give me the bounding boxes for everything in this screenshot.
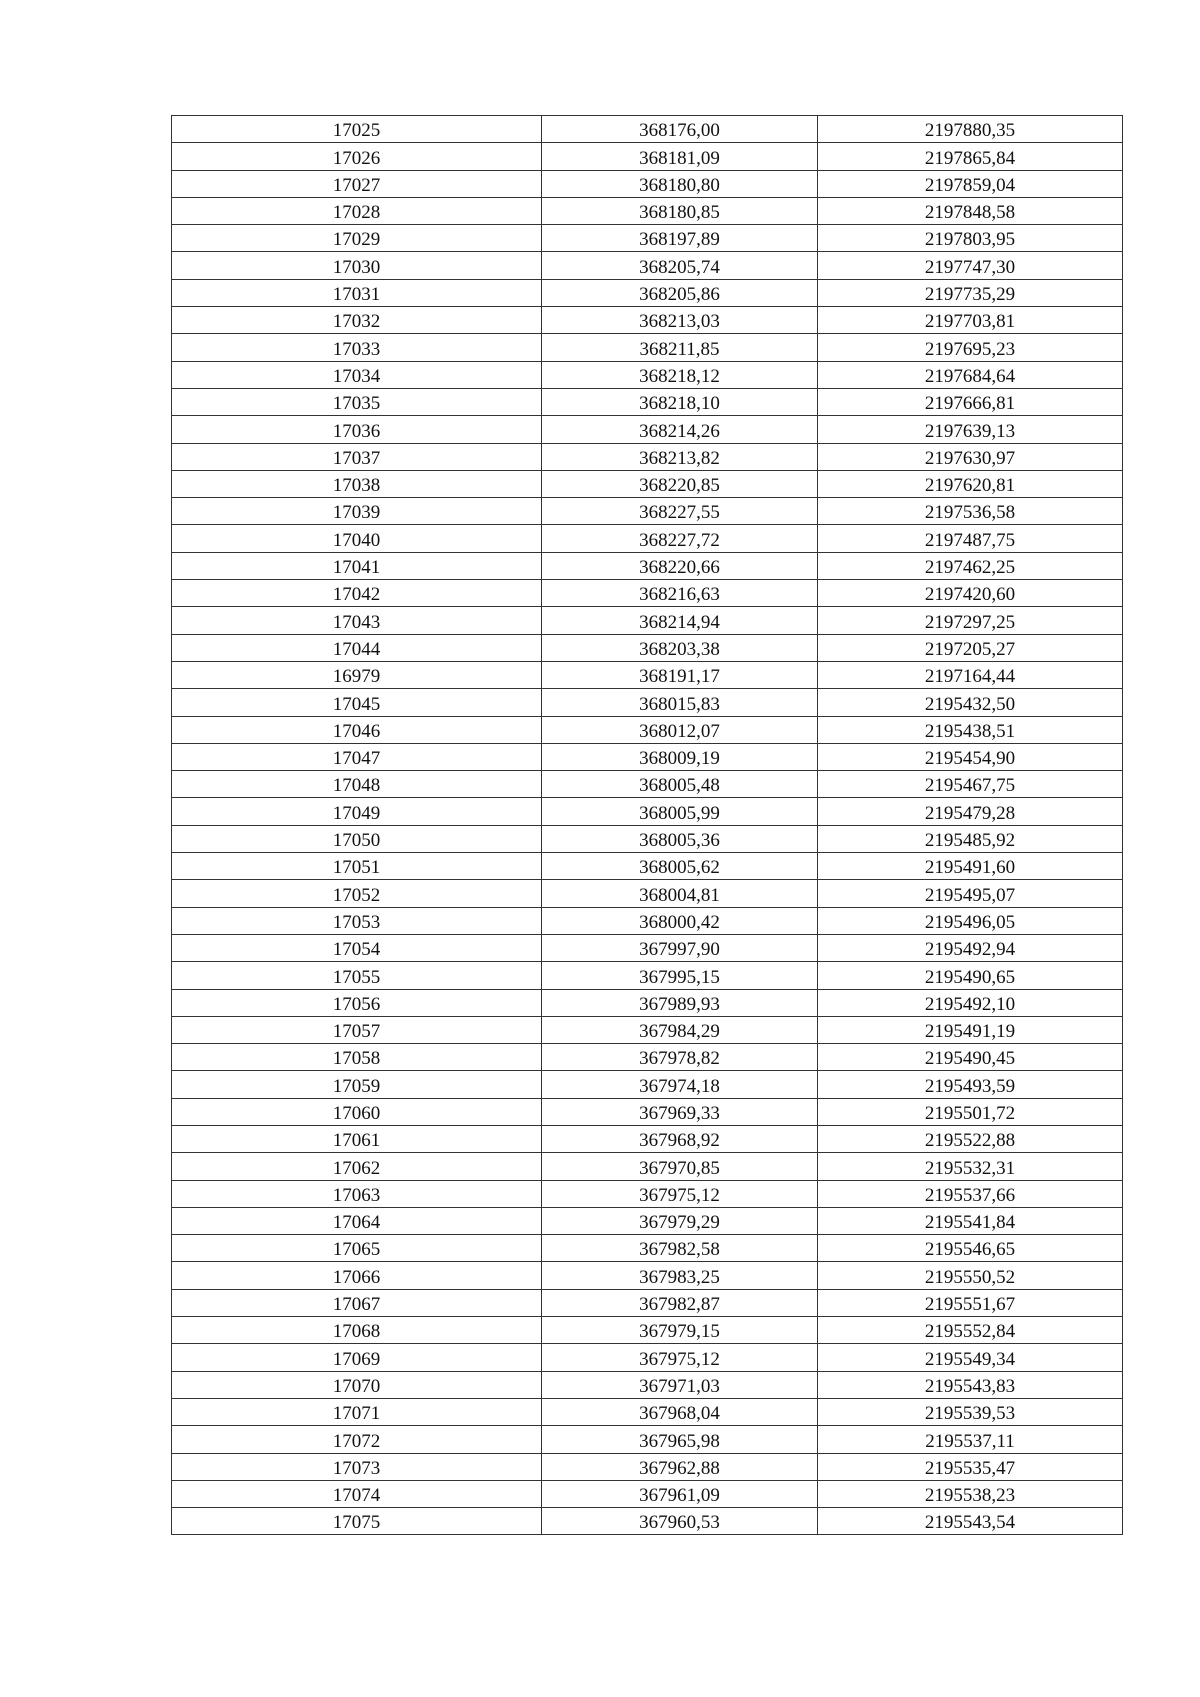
point-number-cell: 17049 bbox=[172, 798, 542, 825]
table-row bbox=[172, 689, 1123, 716]
y-coordinate-cell: 2197666,81 bbox=[818, 388, 1123, 415]
table-row bbox=[172, 1180, 1123, 1207]
table-row bbox=[172, 416, 1123, 443]
x-coordinate-cell: 368005,62 bbox=[542, 853, 818, 880]
x-coordinate-cell: 367989,93 bbox=[542, 989, 818, 1016]
point-number-cell: 17067 bbox=[172, 1289, 542, 1316]
x-coordinate-cell: 367979,29 bbox=[542, 1207, 818, 1234]
y-coordinate-cell: 2197703,81 bbox=[818, 307, 1123, 334]
table-row bbox=[172, 1371, 1123, 1398]
x-coordinate-cell: 368015,83 bbox=[542, 689, 818, 716]
y-coordinate-cell: 2195496,05 bbox=[818, 907, 1123, 934]
table-row bbox=[172, 498, 1123, 525]
point-number-cell: 17054 bbox=[172, 934, 542, 961]
x-coordinate-cell: 367982,58 bbox=[542, 1235, 818, 1262]
point-number-cell: 17075 bbox=[172, 1508, 542, 1535]
point-number-cell: 17056 bbox=[172, 989, 542, 1016]
x-coordinate-cell: 367968,92 bbox=[542, 1125, 818, 1152]
table-row bbox=[172, 1317, 1123, 1344]
x-coordinate-cell: 368211,85 bbox=[542, 334, 818, 361]
table-row bbox=[172, 1098, 1123, 1125]
y-coordinate-cell: 2197880,35 bbox=[818, 116, 1123, 143]
point-number-cell: 17074 bbox=[172, 1480, 542, 1507]
x-coordinate-cell: 367983,25 bbox=[542, 1262, 818, 1289]
point-number-cell: 17041 bbox=[172, 552, 542, 579]
point-number-cell: 17037 bbox=[172, 443, 542, 470]
table-row bbox=[172, 388, 1123, 415]
y-coordinate-cell: 2195501,72 bbox=[818, 1098, 1123, 1125]
point-number-cell: 17060 bbox=[172, 1098, 542, 1125]
table-row bbox=[172, 989, 1123, 1016]
table-row bbox=[172, 1235, 1123, 1262]
table-row bbox=[172, 170, 1123, 197]
point-number-cell: 17066 bbox=[172, 1262, 542, 1289]
x-coordinate-cell: 367982,87 bbox=[542, 1289, 818, 1316]
table-row bbox=[172, 443, 1123, 470]
point-number-cell: 17040 bbox=[172, 525, 542, 552]
x-coordinate-cell: 368213,82 bbox=[542, 443, 818, 470]
table-row bbox=[172, 197, 1123, 224]
point-number-cell: 17047 bbox=[172, 743, 542, 770]
point-number-cell: 17038 bbox=[172, 470, 542, 497]
table-row bbox=[172, 279, 1123, 306]
y-coordinate-cell: 2197164,44 bbox=[818, 661, 1123, 688]
point-number-cell: 17063 bbox=[172, 1180, 542, 1207]
y-coordinate-cell: 2195537,11 bbox=[818, 1426, 1123, 1453]
table-row bbox=[172, 307, 1123, 334]
x-coordinate-cell: 368214,94 bbox=[542, 607, 818, 634]
x-coordinate-cell: 368213,03 bbox=[542, 307, 818, 334]
x-coordinate-cell: 368203,38 bbox=[542, 634, 818, 661]
y-coordinate-cell: 2195539,53 bbox=[818, 1398, 1123, 1425]
x-coordinate-cell: 368005,48 bbox=[542, 771, 818, 798]
y-coordinate-cell: 2195537,66 bbox=[818, 1180, 1123, 1207]
point-number-cell: 17071 bbox=[172, 1398, 542, 1425]
x-coordinate-cell: 367968,04 bbox=[542, 1398, 818, 1425]
x-coordinate-cell: 367975,12 bbox=[542, 1180, 818, 1207]
y-coordinate-cell: 2195432,50 bbox=[818, 689, 1123, 716]
table-row bbox=[172, 580, 1123, 607]
point-number-cell: 17051 bbox=[172, 853, 542, 880]
x-coordinate-cell: 368191,17 bbox=[542, 661, 818, 688]
point-number-cell: 17055 bbox=[172, 962, 542, 989]
table-row bbox=[172, 661, 1123, 688]
table-row bbox=[172, 825, 1123, 852]
table-row bbox=[172, 1153, 1123, 1180]
y-coordinate-cell: 2197695,23 bbox=[818, 334, 1123, 361]
point-number-cell: 17027 bbox=[172, 170, 542, 197]
point-number-cell: 17073 bbox=[172, 1453, 542, 1480]
y-coordinate-cell: 2195550,52 bbox=[818, 1262, 1123, 1289]
y-coordinate-cell: 2195438,51 bbox=[818, 716, 1123, 743]
point-number-cell: 17058 bbox=[172, 1044, 542, 1071]
table-row bbox=[172, 143, 1123, 170]
y-coordinate-cell: 2197205,27 bbox=[818, 634, 1123, 661]
x-coordinate-cell: 368180,85 bbox=[542, 197, 818, 224]
point-number-cell: 17059 bbox=[172, 1071, 542, 1098]
y-coordinate-cell: 2195552,84 bbox=[818, 1317, 1123, 1344]
y-coordinate-cell: 2197803,95 bbox=[818, 225, 1123, 252]
x-coordinate-cell: 368176,00 bbox=[542, 116, 818, 143]
x-coordinate-cell: 368197,89 bbox=[542, 225, 818, 252]
point-number-cell: 17062 bbox=[172, 1153, 542, 1180]
y-coordinate-cell: 2195479,28 bbox=[818, 798, 1123, 825]
table-row bbox=[172, 470, 1123, 497]
x-coordinate-cell: 367965,98 bbox=[542, 1426, 818, 1453]
y-coordinate-cell: 2197462,25 bbox=[818, 552, 1123, 579]
x-coordinate-cell: 368180,80 bbox=[542, 170, 818, 197]
y-coordinate-cell: 2195535,47 bbox=[818, 1453, 1123, 1480]
y-coordinate-cell: 2195492,94 bbox=[818, 934, 1123, 961]
x-coordinate-cell: 367995,15 bbox=[542, 962, 818, 989]
point-number-cell: 17026 bbox=[172, 143, 542, 170]
y-coordinate-cell: 2197297,25 bbox=[818, 607, 1123, 634]
y-coordinate-cell: 2195490,65 bbox=[818, 962, 1123, 989]
y-coordinate-cell: 2195543,54 bbox=[818, 1508, 1123, 1535]
point-number-cell: 17046 bbox=[172, 716, 542, 743]
y-coordinate-cell: 2197859,04 bbox=[818, 170, 1123, 197]
y-coordinate-cell: 2197848,58 bbox=[818, 197, 1123, 224]
y-coordinate-cell: 2197684,64 bbox=[818, 361, 1123, 388]
table-row bbox=[172, 1125, 1123, 1152]
point-number-cell: 17053 bbox=[172, 907, 542, 934]
x-coordinate-cell: 368181,09 bbox=[542, 143, 818, 170]
point-number-cell: 17072 bbox=[172, 1426, 542, 1453]
x-coordinate-cell: 368227,55 bbox=[542, 498, 818, 525]
x-coordinate-cell: 368227,72 bbox=[542, 525, 818, 552]
point-number-cell: 17069 bbox=[172, 1344, 542, 1371]
y-coordinate-cell: 2197865,84 bbox=[818, 143, 1123, 170]
table-row bbox=[172, 1016, 1123, 1043]
x-coordinate-cell: 368009,19 bbox=[542, 743, 818, 770]
point-number-cell: 17031 bbox=[172, 279, 542, 306]
y-coordinate-cell: 2197630,97 bbox=[818, 443, 1123, 470]
table-row bbox=[172, 607, 1123, 634]
table-row bbox=[172, 1426, 1123, 1453]
y-coordinate-cell: 2197620,81 bbox=[818, 470, 1123, 497]
point-number-cell: 17050 bbox=[172, 825, 542, 852]
point-number-cell: 17036 bbox=[172, 416, 542, 443]
point-number-cell: 17032 bbox=[172, 307, 542, 334]
y-coordinate-cell: 2195549,34 bbox=[818, 1344, 1123, 1371]
y-coordinate-cell: 2197735,29 bbox=[818, 279, 1123, 306]
x-coordinate-cell: 368012,07 bbox=[542, 716, 818, 743]
table-row bbox=[172, 552, 1123, 579]
table-row bbox=[172, 1071, 1123, 1098]
table-row bbox=[172, 334, 1123, 361]
x-coordinate-cell: 367962,88 bbox=[542, 1453, 818, 1480]
x-coordinate-cell: 368218,10 bbox=[542, 388, 818, 415]
table-row bbox=[172, 771, 1123, 798]
point-number-cell: 17065 bbox=[172, 1235, 542, 1262]
table-row bbox=[172, 361, 1123, 388]
x-coordinate-cell: 367969,33 bbox=[542, 1098, 818, 1125]
point-number-cell: 17030 bbox=[172, 252, 542, 279]
y-coordinate-cell: 2197487,75 bbox=[818, 525, 1123, 552]
x-coordinate-cell: 367961,09 bbox=[542, 1480, 818, 1507]
table-row bbox=[172, 116, 1123, 143]
point-number-cell: 17057 bbox=[172, 1016, 542, 1043]
table-row bbox=[172, 743, 1123, 770]
point-number-cell: 17070 bbox=[172, 1371, 542, 1398]
y-coordinate-cell: 2195491,60 bbox=[818, 853, 1123, 880]
x-coordinate-cell: 367960,53 bbox=[542, 1508, 818, 1535]
point-number-cell: 17033 bbox=[172, 334, 542, 361]
table-row bbox=[172, 962, 1123, 989]
point-number-cell: 17042 bbox=[172, 580, 542, 607]
point-number-cell: 16979 bbox=[172, 661, 542, 688]
y-coordinate-cell: 2197536,58 bbox=[818, 498, 1123, 525]
y-coordinate-cell: 2195495,07 bbox=[818, 880, 1123, 907]
y-coordinate-cell: 2197420,60 bbox=[818, 580, 1123, 607]
x-coordinate-cell: 367997,90 bbox=[542, 934, 818, 961]
y-coordinate-cell: 2195546,65 bbox=[818, 1235, 1123, 1262]
table-row bbox=[172, 1207, 1123, 1234]
point-number-cell: 17068 bbox=[172, 1317, 542, 1344]
point-number-cell: 17064 bbox=[172, 1207, 542, 1234]
x-coordinate-cell: 367984,29 bbox=[542, 1016, 818, 1043]
point-number-cell: 17043 bbox=[172, 607, 542, 634]
point-number-cell: 17034 bbox=[172, 361, 542, 388]
point-number-cell: 17061 bbox=[172, 1125, 542, 1152]
table-row bbox=[172, 1344, 1123, 1371]
x-coordinate-cell: 367970,85 bbox=[542, 1153, 818, 1180]
point-number-cell: 17044 bbox=[172, 634, 542, 661]
y-coordinate-cell: 2195541,84 bbox=[818, 1207, 1123, 1234]
table-row bbox=[172, 716, 1123, 743]
point-number-cell: 17028 bbox=[172, 197, 542, 224]
x-coordinate-cell: 368216,63 bbox=[542, 580, 818, 607]
x-coordinate-cell: 368220,66 bbox=[542, 552, 818, 579]
y-coordinate-cell: 2195454,90 bbox=[818, 743, 1123, 770]
x-coordinate-cell: 367974,18 bbox=[542, 1071, 818, 1098]
x-coordinate-cell: 368205,74 bbox=[542, 252, 818, 279]
x-coordinate-cell: 368220,85 bbox=[542, 470, 818, 497]
point-number-cell: 17052 bbox=[172, 880, 542, 907]
x-coordinate-cell: 368005,99 bbox=[542, 798, 818, 825]
y-coordinate-cell: 2195532,31 bbox=[818, 1153, 1123, 1180]
point-number-cell: 17039 bbox=[172, 498, 542, 525]
table-row bbox=[172, 1398, 1123, 1425]
point-number-cell: 17025 bbox=[172, 116, 542, 143]
table-row bbox=[172, 1480, 1123, 1507]
table-row bbox=[172, 634, 1123, 661]
x-coordinate-cell: 368000,42 bbox=[542, 907, 818, 934]
table-row bbox=[172, 225, 1123, 252]
table-row bbox=[172, 1262, 1123, 1289]
coordinates-table-body bbox=[172, 116, 1123, 1535]
y-coordinate-cell: 2195467,75 bbox=[818, 771, 1123, 798]
point-number-cell: 17048 bbox=[172, 771, 542, 798]
table-row bbox=[172, 798, 1123, 825]
x-coordinate-cell: 368005,36 bbox=[542, 825, 818, 852]
table-row bbox=[172, 1453, 1123, 1480]
y-coordinate-cell: 2195522,88 bbox=[818, 1125, 1123, 1152]
y-coordinate-cell: 2195551,67 bbox=[818, 1289, 1123, 1316]
x-coordinate-cell: 367975,12 bbox=[542, 1344, 818, 1371]
y-coordinate-cell: 2195538,23 bbox=[818, 1480, 1123, 1507]
x-coordinate-cell: 367971,03 bbox=[542, 1371, 818, 1398]
table-row bbox=[172, 1289, 1123, 1316]
y-coordinate-cell: 2197747,30 bbox=[818, 252, 1123, 279]
table-row bbox=[172, 853, 1123, 880]
x-coordinate-cell: 368205,86 bbox=[542, 279, 818, 306]
y-coordinate-cell: 2195485,92 bbox=[818, 825, 1123, 852]
table-row bbox=[172, 525, 1123, 552]
table-row bbox=[172, 1508, 1123, 1535]
coordinates-table bbox=[171, 115, 1123, 1535]
point-number-cell: 17029 bbox=[172, 225, 542, 252]
point-number-cell: 17035 bbox=[172, 388, 542, 415]
x-coordinate-cell: 368004,81 bbox=[542, 880, 818, 907]
y-coordinate-cell: 2195491,19 bbox=[818, 1016, 1123, 1043]
y-coordinate-cell: 2195490,45 bbox=[818, 1044, 1123, 1071]
table-row bbox=[172, 252, 1123, 279]
y-coordinate-cell: 2195492,10 bbox=[818, 989, 1123, 1016]
table-row bbox=[172, 907, 1123, 934]
x-coordinate-cell: 368218,12 bbox=[542, 361, 818, 388]
table-row bbox=[172, 880, 1123, 907]
y-coordinate-cell: 2195543,83 bbox=[818, 1371, 1123, 1398]
y-coordinate-cell: 2195493,59 bbox=[818, 1071, 1123, 1098]
table-row bbox=[172, 934, 1123, 961]
x-coordinate-cell: 367979,15 bbox=[542, 1317, 818, 1344]
table-row bbox=[172, 1044, 1123, 1071]
point-number-cell: 17045 bbox=[172, 689, 542, 716]
y-coordinate-cell: 2197639,13 bbox=[818, 416, 1123, 443]
x-coordinate-cell: 368214,26 bbox=[542, 416, 818, 443]
x-coordinate-cell: 367978,82 bbox=[542, 1044, 818, 1071]
